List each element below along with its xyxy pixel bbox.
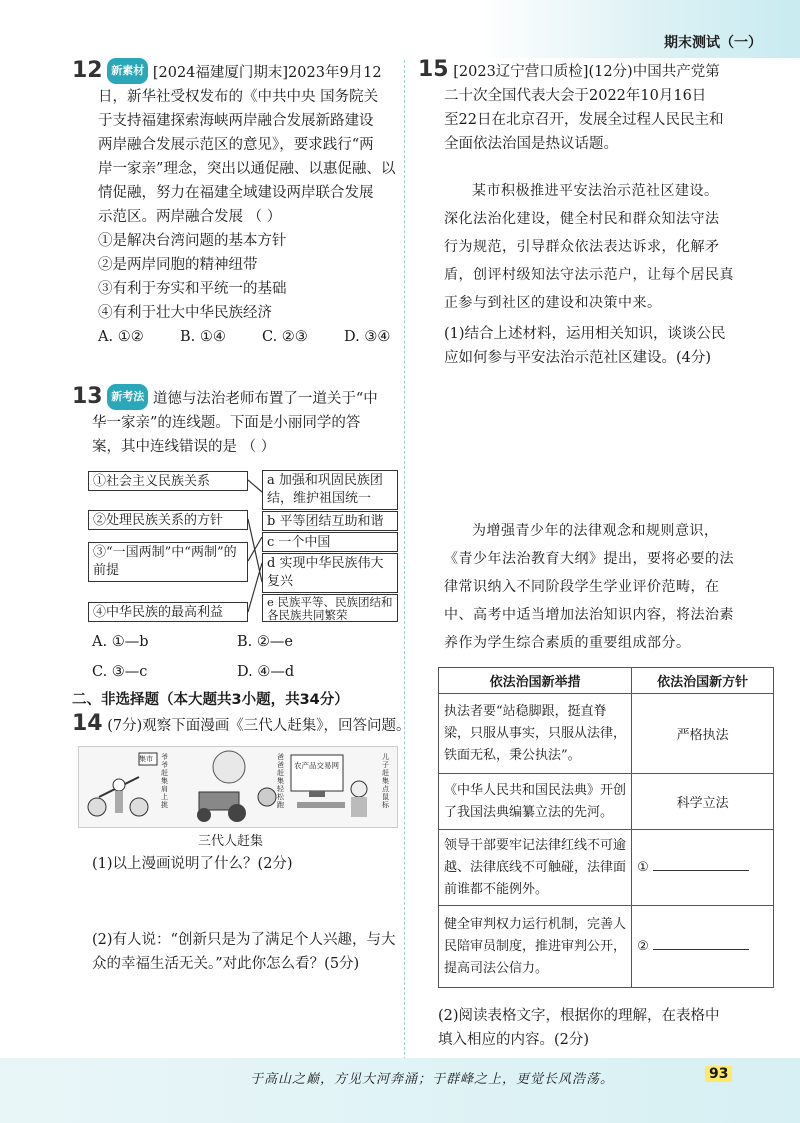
left-item-1: ①社会主义民族关系 [88, 471, 248, 491]
question-number: 15 [418, 57, 449, 82]
material-line: 某市积极推进平安法治示范社区建设。 [472, 183, 719, 199]
cartoon-sign-market: 集市 [139, 755, 153, 763]
left-item-4: ④中华民族的最高利益 [88, 602, 248, 622]
table-row [439, 906, 774, 988]
material-line: 深化法治化建设，健全村民和群众知法守法 [444, 211, 720, 227]
option-c[interactable]: C. ②③ [262, 329, 308, 345]
question-text-line: 情促融，努力在福建全域建设两岸联合发展 [98, 185, 374, 201]
material-line: 为增强青少年的法律观念和规则意识， [472, 523, 719, 539]
footer-quote: 于高山之巅，方见大河奔涌；于群峰之上，更觉长风浩荡。 [250, 1072, 615, 1087]
option-a[interactable]: A. ①② [98, 329, 144, 345]
left-item-2: ②处理民族关系的方针 [88, 510, 248, 530]
material-line: 盾，创评村级知法守法示范户，让每个居民真 [444, 267, 734, 283]
material-line: 养作为学生综合素质的重要组成部分。 [444, 635, 691, 651]
table-cell-measure: 领导干部要牢记法律红线不可逾越、法律底线不可触碰，法律面前谁都不能例外。 [439, 830, 632, 906]
question-text-line: 日，新华社受权发布的《中共中央 国务院关 [98, 89, 379, 105]
question-text-line: 填入相应的内容。(2分) [438, 1032, 590, 1048]
table-cell-policy: 科学立法 [632, 774, 774, 830]
option-b[interactable]: B. ②—e [237, 634, 293, 650]
table-cell-policy: 严格执法 [632, 694, 774, 774]
matching-diagram [88, 470, 398, 622]
cartoon-caption: 三代人赶集 [198, 834, 264, 849]
question-text-line: 案，其中连线错误的是 （ ） [92, 439, 276, 455]
right-item-c: c 一个中国 [262, 532, 398, 552]
question-text-line: 至22日在北京召开，发展全过程人民民主和 [444, 112, 724, 128]
question-text-line: 众的幸福生活无关。”对此你怎么看？(5分) [92, 956, 360, 972]
question-text-line: 二十次全国代表大会于2022年10月16日 [444, 88, 707, 104]
question-text-line: (2)有人说：“创新只是为了满足个人兴趣，与大 [92, 932, 396, 948]
option-d[interactable]: D. ③④ [344, 329, 391, 345]
cartoon-label-grandpa: 爷爷赶集肩上挑 [161, 753, 168, 809]
statement-item: ①是解决台湾问题的基本方针 [98, 233, 287, 249]
material-2 [444, 517, 734, 657]
blank-marker: ② [637, 939, 649, 954]
question-text-line: 全面依法治国是热议话题。 [444, 136, 618, 152]
q13-options [92, 630, 294, 684]
question-text-line: 于支持福建探索海峡两岸融合发展新路建设 [98, 113, 374, 129]
question-number: 13 [72, 384, 103, 409]
new-material-tag: 新素材 [107, 58, 148, 84]
question-text-line: 岸一家亲”理念，突出以通促融、以惠促融、以 [98, 161, 396, 177]
table-header: 依法治国新举措 [439, 668, 632, 694]
policy-table [438, 667, 774, 988]
question-text-line: (1)结合上述材料，运用相关知识，谈谈公民 [444, 326, 726, 342]
statement-item: ④有利于壮大中华民族经济 [98, 305, 272, 321]
right-item-e: e 民族平等、民族团结和各民族共同繁荣 [262, 594, 398, 622]
option-a[interactable]: A. ①—b [92, 634, 149, 650]
cartoon-label-son: 儿子赶集点鼠标 [382, 753, 389, 809]
table-header-row [439, 668, 774, 694]
question-text-line: (2)阅读表格文字，根据你的理解，在表格中 [438, 1008, 720, 1024]
question-13 [72, 384, 378, 459]
blank-marker: ① [637, 860, 649, 875]
option-b[interactable]: B. ①④ [180, 329, 226, 345]
answer-blank-1[interactable] [632, 830, 774, 906]
table-row [439, 694, 774, 774]
cartoon-screen-text: 农产品交易网 [294, 761, 339, 770]
cartoon-label-dad: 爸爸赶集轻松跑 [277, 753, 284, 809]
material-line: 行为规范，引导群众依法表达诉求，化解矛 [444, 239, 720, 255]
question-number: 14 [72, 711, 103, 736]
material-1 [444, 177, 734, 317]
question-text-line: 示范区。两岸融合发展 （ ） [98, 209, 282, 225]
right-item-a: a 加强和巩固民族团结，维护祖国统一 [262, 470, 398, 510]
material-line: 《青少年法治教育大纲》提出，要将必要的法 [444, 551, 734, 567]
statement-item: ③有利于夯实和平统一的基础 [98, 281, 287, 297]
cartoon-illustration [79, 747, 397, 827]
page-number: 93 [705, 1066, 732, 1082]
q15-sub2 [438, 1004, 720, 1052]
cartoon-image [78, 746, 398, 828]
table-cell-measure: 《中华人民共和国民法典》开创了我国法典编纂立法的先河。 [439, 774, 632, 830]
question-intro: (7分)观察下面漫画《三代人赶集》，回答问题。 [107, 718, 411, 734]
material-line: 律常识纳入不同阶段学生学业评价范畴，在 [444, 579, 720, 595]
table-cell-measure: 健全审判权力运行机制，完善人民陪审员制度，推进审判公开，提高司法公信力。 [439, 906, 632, 988]
section-title: 二、非选择题（本大题共3小题，共34分） [72, 692, 349, 708]
answer-blank-2[interactable] [632, 906, 774, 988]
table-row [439, 774, 774, 830]
question-15 [418, 58, 723, 156]
option-c[interactable]: C. ③—c [92, 664, 148, 680]
q15-sub1 [444, 322, 726, 370]
option-d[interactable]: D. ④—d [237, 664, 295, 680]
table-cell-measure: 执法者要“站稳脚跟，挺直脊梁，只服从事实，只服从法律，铁面无私，秉公执法”。 [439, 694, 632, 774]
question-number: 12 [72, 58, 103, 83]
right-item-b: b 平等团结互助和谐 [262, 511, 398, 531]
q14-sub1: (1)以上漫画说明了什么？(2分) [92, 856, 293, 872]
question-12 [72, 58, 426, 349]
page-header-title: 期末测试（一） [664, 35, 762, 51]
material-line: 中、高考中适当增加法治知识内容，将法治素 [444, 607, 734, 623]
table-row [439, 830, 774, 906]
table-header: 依法治国新方针 [632, 668, 774, 694]
question-text-line: [2024福建厦门期末]2023年9月12 [152, 65, 382, 81]
question-text-line: 道德与法治老师布置了一道关于“中 [152, 391, 378, 407]
question-text-line: 两岸融合发展示范区的意见》，要求践行“两 [98, 137, 374, 153]
left-item-3: ③“一国两制”中“两制”的前提 [88, 542, 248, 582]
new-method-tag: 新考法 [107, 384, 148, 410]
statement-item: ②是两岸同胞的精神纽带 [98, 257, 258, 273]
question-14 [72, 712, 411, 738]
right-item-d: d 实现中华民族伟大复兴 [262, 553, 398, 593]
question-text-line: [2023辽宁营口质检](12分)中国共产党第 [453, 64, 720, 80]
material-line: 正参与到社区的建设和决策中来。 [444, 295, 662, 311]
question-text-line: 应如何参与平安法治示范社区建设。(4分) [444, 350, 712, 366]
q14-sub2 [92, 928, 395, 976]
question-text-line: 华一家亲”的连线题。下面是小丽同学的答 [92, 415, 361, 431]
